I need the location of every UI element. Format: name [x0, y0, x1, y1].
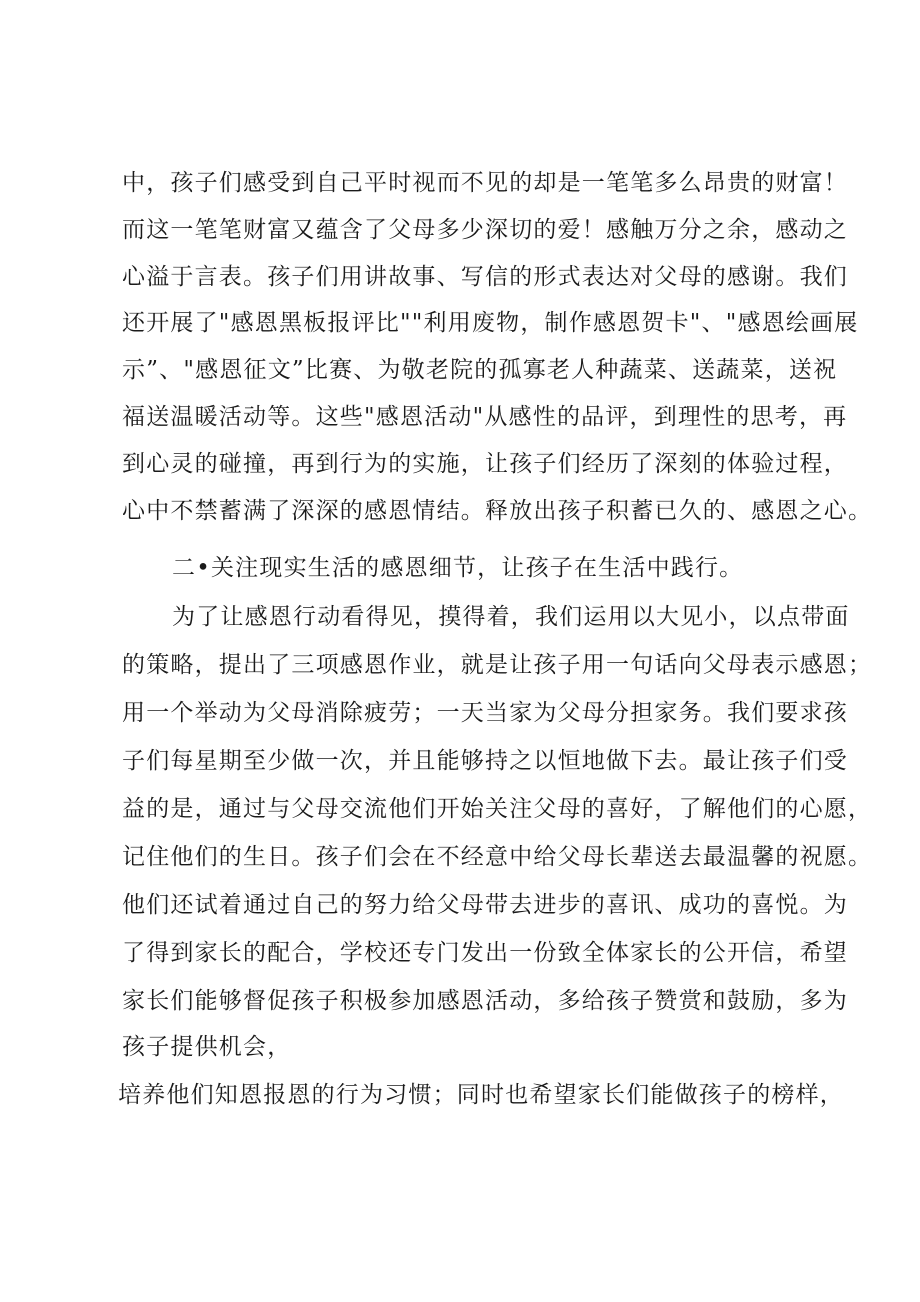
paragraph-line: 他们还试着通过自己的努力给父母带去进步的喜讯、成功的喜悦。为	[122, 892, 848, 918]
paragraph-line: 了得到家长的配合，学校还专门发出一份致全体家长的公开信，希望	[122, 940, 848, 966]
paragraph-line: 到心灵的碰撞，再到行为的实施，让孩子们经历了深刻的体验过程，	[122, 451, 848, 477]
paragraph-line: 记住他们的生日。孩子们会在不经意中给父母长辈送去最温馨的祝愿。	[122, 844, 873, 870]
paragraph-line: 益的是，通过与父母交流他们开始关注父母的喜好，了解他们的心愿，	[122, 796, 873, 822]
paragraph-line: 孩子提供机会，	[122, 1034, 292, 1060]
paragraph-line: 培养他们知恩报恩的行为习惯；同时也希望家长们能做孩子的榜样，	[118, 1082, 844, 1108]
paragraph-line: 为了让感恩行动看得见，摸得着，我们运用以大见小，以点带面	[172, 604, 850, 630]
paragraph-line: 中，孩子们感受到自己平时视而不见的却是一笔笔多么昂贵的财富！	[122, 170, 848, 196]
paragraph-line: 的策略，提出了三项感恩作业，就是让孩子用一句话向父母表示感恩；	[122, 652, 873, 678]
paragraph-line: 而这一笔笔财富又蕴含了父母多少深切的爱！感触万分之余，感动之	[122, 217, 848, 243]
paragraph-line: 还开展了"感恩黑板报评比""利用废物，制作感恩贺卡"、"感恩绘画展	[122, 310, 859, 336]
section-heading: 二•关注现实生活的感恩细节，让孩子在生活中践行。	[172, 555, 744, 581]
paragraph-line: 福送温暖活动等。这些"感恩活动"从感性的品评，到理性的思考，再	[122, 404, 848, 430]
paragraph-line: 子们每星期至少做一次，并且能够持之以恒地做下去。最让孩子们受	[122, 748, 848, 774]
paragraph-line: 家长们能够督促孩子积极参加感恩活动，多给孩子赞赏和鼓励，多为	[122, 988, 848, 1014]
paragraph-line: 心溢于言表。孩子们用讲故事、写信的形式表达对父母的感谢。我们	[122, 264, 848, 290]
paragraph-line: 示”、"感恩征文”比赛、为敬老院的孤寡老人种蔬菜、送蔬菜，送祝	[122, 357, 838, 383]
paragraph-line: 用一个举动为父母消除疲劳；一天当家为父母分担家务。我们要求孩	[122, 700, 848, 726]
paragraph-line: 心中不禁蓄满了深深的感恩情结。释放出孩子积蓄已久的、感恩之心。	[122, 498, 873, 524]
